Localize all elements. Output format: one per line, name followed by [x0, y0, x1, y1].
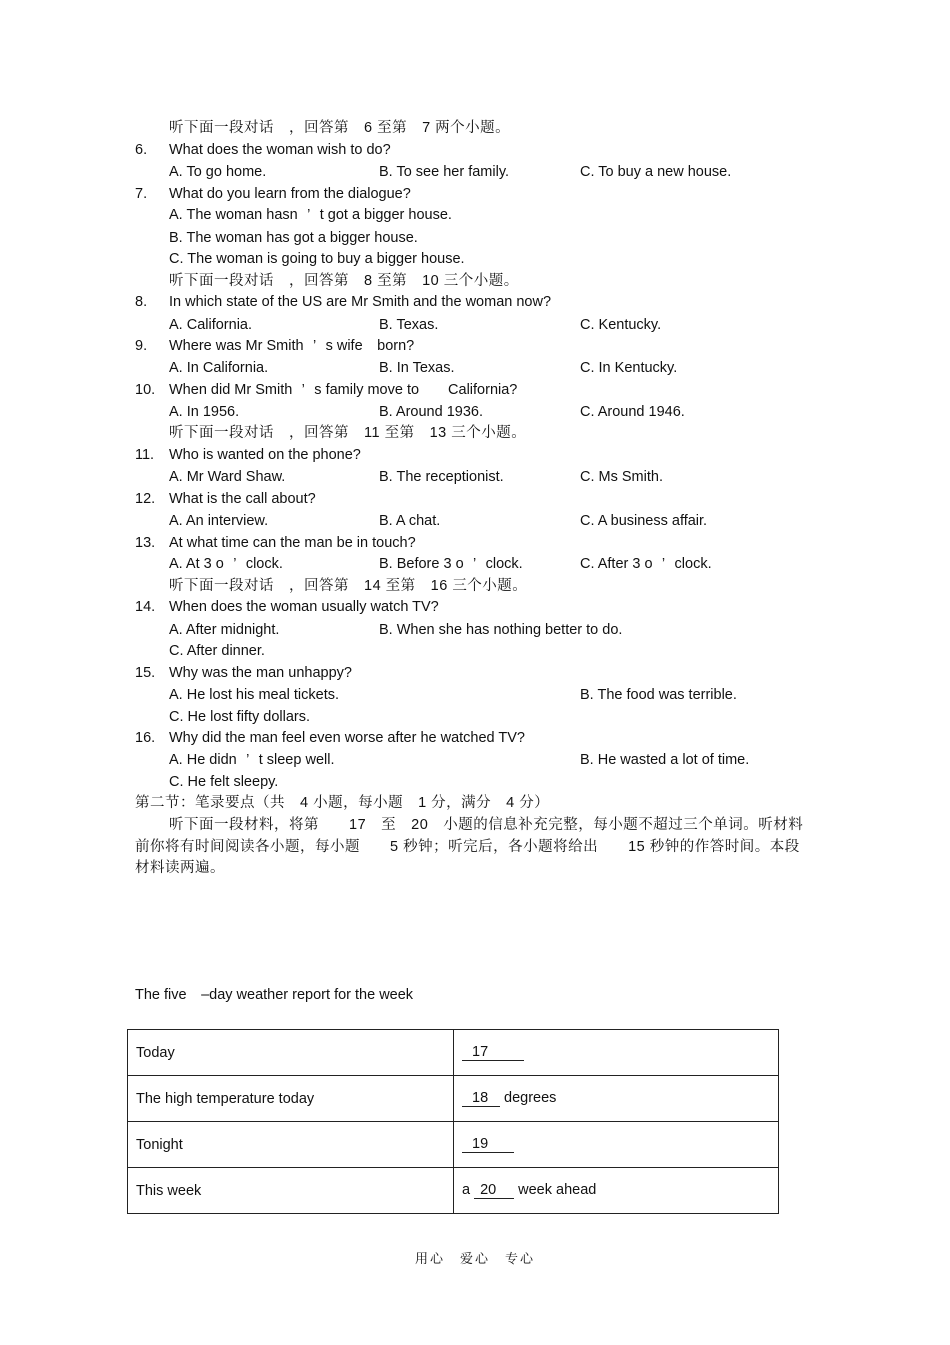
report-title: The five –day weather report for the week: [135, 987, 414, 1003]
part2-instruction: 前你将有时间阅读各小题，每小题 5 秒钟；听完后，各小题将给出 15 秒钟的作答时间。本段: [135, 839, 800, 855]
option-b: B. The food was terrible.: [580, 687, 737, 703]
table-row: [128, 1030, 779, 1076]
page-footer: 用心 爱心 专心: [414, 1251, 535, 1266]
weather-report-table: [127, 1029, 779, 1214]
question-number: 12.: [135, 491, 156, 507]
option-c: C. The woman is going to buy a bigger house.: [169, 251, 465, 267]
answer-cell: 18 degrees: [454, 1076, 779, 1122]
option-b: B. Around 1936.: [379, 404, 483, 420]
answer-blank: 18: [462, 1090, 500, 1107]
option-a: A. Mr Ward Shaw.: [169, 469, 286, 485]
option-a: A. He didn ’ t sleep well.: [169, 752, 335, 768]
option-b: B. In Texas.: [379, 360, 455, 376]
option-b: B. To see her family.: [379, 164, 510, 180]
question-number: 13.: [135, 535, 156, 551]
option-c: C. He lost fifty dollars.: [169, 709, 311, 725]
option-c: C. Ms Smith.: [580, 469, 663, 485]
option-a: A. The woman hasn ’ t got a bigger house.: [169, 207, 452, 223]
option-a: A. At 3 o ’ clock.: [169, 556, 283, 572]
row-label: Tonight: [128, 1122, 454, 1168]
option-c: C. In Kentucky.: [580, 360, 678, 376]
option-c: C. Kentucky.: [580, 317, 662, 333]
option-b: B. The receptionist.: [379, 469, 504, 485]
question-number: 15.: [135, 665, 156, 681]
question-number: 9.: [135, 338, 148, 354]
option-a: A. California.: [169, 317, 253, 333]
option-b: B. He wasted a lot of time.: [580, 752, 750, 768]
option-a: A. He lost his meal tickets.: [169, 687, 340, 703]
option-c: C. To buy a new house.: [580, 164, 732, 180]
question-text: What is the call about?: [169, 491, 316, 507]
question-number: 11.: [135, 447, 155, 463]
question-number: 6.: [135, 142, 148, 158]
option-a: A. In 1956.: [169, 404, 240, 420]
option-b: B. Before 3 o ’ clock.: [379, 556, 523, 572]
table-row: [128, 1168, 779, 1214]
option-c: C. He felt sleepy.: [169, 774, 279, 790]
question-number: 16.: [135, 730, 156, 746]
option-c: C. A business affair.: [580, 513, 708, 529]
option-b: B. A chat.: [379, 513, 441, 529]
answer-blank: 17: [462, 1044, 524, 1061]
section-instruction: 听下面一段对话 ，回答第 11 至第 13 三个小题。: [169, 425, 527, 441]
row-label: Today: [128, 1030, 454, 1076]
question-text: When did Mr Smith ’ s family move to California?: [169, 382, 518, 398]
section-instruction: 听下面一段对话 ，回答第 14 至第 16 三个小题。: [169, 578, 528, 594]
question-text: Why was the man unhappy?: [169, 665, 352, 681]
option-a: A. In California.: [169, 360, 269, 376]
question-text: Who is wanted on the phone?: [169, 447, 361, 463]
option-b: B. Texas.: [379, 317, 439, 333]
row-label: The high temperature today: [128, 1076, 454, 1122]
question-text: In which state of the US are Mr Smith and the woman now?: [169, 294, 552, 310]
table-row: [128, 1076, 779, 1122]
option-a: A. An interview.: [169, 513, 269, 529]
answer-blank: 19: [462, 1136, 514, 1153]
question-text: When does the woman usually watch TV?: [169, 599, 439, 615]
option-a: A. To go home.: [169, 164, 267, 180]
option-b: B. The woman has got a bigger house.: [169, 230, 418, 246]
answer-cell: [454, 1030, 779, 1076]
option-c: C. After 3 o ’ clock.: [580, 556, 712, 572]
question-number: 10.: [135, 382, 156, 398]
part2-heading: 第二节：笔录要点（共 4 小题，每小题 1 分，满分 4 分）: [135, 795, 550, 811]
option-c: C. Around 1946.: [580, 404, 685, 420]
section-instruction: 听下面一段对话 ，回答第 6 至第 7 两个小题。: [169, 120, 511, 136]
question-text: What do you learn from the dialogue?: [169, 186, 411, 202]
answer-cell: a 20 week ahead: [454, 1168, 779, 1214]
option-c: C. After dinner.: [169, 643, 265, 659]
question-text: At what time can the man be in touch?: [169, 535, 416, 551]
option-a: A. After midnight.: [169, 622, 280, 638]
question-text: Why did the man feel even worse after he watched TV?: [169, 730, 525, 746]
part2-instruction: 听下面一段材料，将第 17 至 20 小题的信息补充完整，每小题不超过三个单词。听材料: [169, 817, 804, 833]
question-text: Where was Mr Smith ’ s wife born?: [169, 338, 415, 354]
question-number: 8.: [135, 294, 148, 310]
question-number: 7.: [135, 186, 148, 202]
section-instruction: 听下面一段对话 ，回答第 8 至第 10 三个小题。: [169, 273, 519, 289]
answer-cell: [454, 1122, 779, 1168]
answer-blank: 20: [474, 1182, 514, 1199]
row-label: This week: [128, 1168, 454, 1214]
question-number: 14.: [135, 599, 156, 615]
question-text: What does the woman wish to do?: [169, 142, 391, 158]
option-b: B. When she has nothing better to do.: [379, 622, 623, 638]
table-row: [128, 1122, 779, 1168]
part2-instruction: 材料读两遍。: [135, 860, 225, 876]
